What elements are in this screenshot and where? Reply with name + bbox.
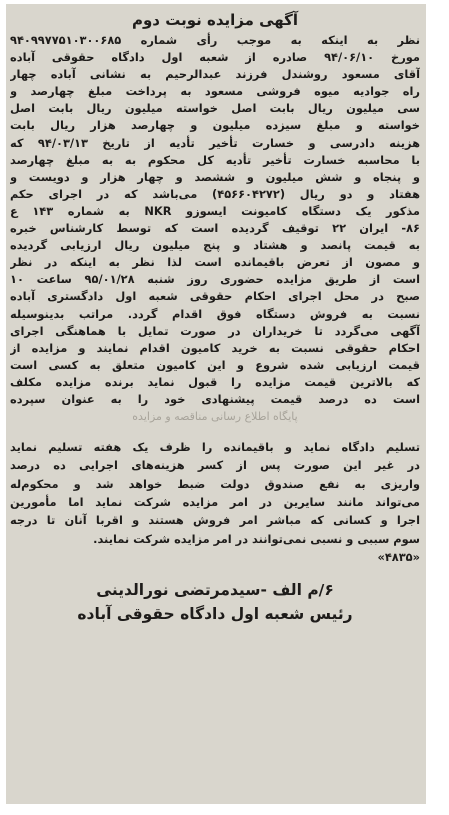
notice-line: و مصون از تعرض باقیمانده است لذا نظر به اینکه در نظر bbox=[10, 255, 420, 270]
notice-line: آقای مسعود روشندل فرزند عبدالرحیم به نشانی آباده چهار bbox=[10, 67, 420, 82]
notice-line: سوم سببی و نسبی نمی‌توانند در امر مزایده شرکت نمایند. bbox=[93, 531, 420, 546]
notice-line: مورخ ۹۴/۰۶/۱۰ صادره از شعبه اول دادگاه حقوقی آباده bbox=[10, 50, 420, 65]
notice-line: در غیر این صورت پس از کسر هزینه‌های اجرایی ده درصد bbox=[10, 458, 420, 473]
notice-line: راه جوادیه میوه فروشی مسعود به پرداخت مبلغ چهارصد و bbox=[10, 84, 420, 99]
notice-line: است ده درصد قیمت پیشنهادی خود را به عنوان سپرده bbox=[10, 391, 420, 406]
notice-line: که بالاترین قیمت مزایده را قبول نماید برنده مزایده مکلف bbox=[10, 374, 420, 389]
notice-line: سی میلیون ریال بابت اصل خواسته میلیون ریال بابت اصل bbox=[10, 101, 420, 116]
notice-line: آگهی می‌گردد تا خریداران در صورت تمایل با هماهنگی اجرای bbox=[10, 323, 420, 338]
notice-line: صبح در محل اجرای احکام حقوقی شعبه اول دادگستری آباده bbox=[10, 289, 420, 304]
notice-line: نظر به اینکه به موجب رأی شماره ۹۴۰۹۹۷۷۵۱۰۳۰۰۶۸۵ bbox=[10, 33, 420, 47]
notice-code: «۴۸۳۵» bbox=[377, 549, 420, 564]
auction-notice bbox=[10, 8, 420, 626]
watermark-text: پایگاه اطلاع رسانی مناقصه و مزایده bbox=[132, 410, 298, 424]
notice-line: ۸۶- ایران ۲۲ توقیف گردیده است که توسط کارشناس خبره bbox=[10, 221, 420, 236]
notice-title: آگهی مزایده نوبت دوم bbox=[131, 11, 299, 29]
notice-line: با محاسبه خسارت تأخیر تأدیه کل محکوم به به مبلغ چهارصد bbox=[10, 152, 420, 167]
notice-body-part1 bbox=[10, 32, 420, 408]
notice-line: به قیمت پانصد و هشتاد و پنج میلیون ریال ارزیابی گردیده bbox=[10, 238, 420, 253]
signature-title: رئیس شعبه اول دادگاه حقوقی آباده bbox=[77, 605, 353, 624]
notice-line: مذکور یک دستگاه کامیونت ایسوزو NKR به شماره ۱۴۳ ع bbox=[10, 203, 420, 218]
notice-line: واریزی به نفع صندوق دولت ضبط خواهد شد و محکوم‌له bbox=[10, 476, 420, 491]
notice-line: هزینه دادرسی و خسارت تأخیر تأدیه از تاریخ ۹۴/۰۳/۱۳ که bbox=[10, 135, 420, 150]
notice-line: اجرا و کسانی که مباشر امر فروش هستند و اقربا آنان تا درجه bbox=[10, 513, 420, 528]
notice-line: تسلیم دادگاه نماید و باقیمانده را ظرف یک هفته تسلیم نماید bbox=[10, 440, 420, 455]
newspaper-clipping bbox=[6, 4, 426, 804]
notice-line: می‌تواند مانند سایرین در امر مزایده شرکت نماید اما مأمورین bbox=[10, 494, 420, 509]
column-gap bbox=[10, 426, 420, 438]
notice-line: هفتاد و دو ریال (۴۵۶۶۰۴۲۷۲) می‌باشد که در اجرای حکم bbox=[10, 186, 420, 201]
notice-line: احکام حقوقی نسبت به خرید کامیون اقدام نمایند و مزایده از bbox=[10, 340, 420, 355]
notice-line: است از طریق مزایده حضوری روز شنبه ۹۵/۰۱/۲۸ ساعت ۱۰ bbox=[10, 272, 420, 287]
notice-body-part2 bbox=[10, 438, 420, 566]
notice-line: نسبت به فروش دستگاه فوق اقدام گردد. مراتب بدینوسیله bbox=[10, 306, 420, 321]
notice-line: خواسته و مبلغ سیزده میلیون و چهارصد هزار ریال بابت bbox=[10, 118, 420, 133]
notice-line: و پنجاه و شش میلیون و ششصد و چهار هزار و دویست و bbox=[10, 169, 420, 184]
signature-block bbox=[10, 578, 420, 626]
signature-name: ۶/م الف -سیدمرتضی نورالدینی bbox=[96, 581, 334, 600]
notice-line: قیمت ارزیابی شده شروع و این کامیون متعلق به کسی است bbox=[10, 357, 420, 372]
